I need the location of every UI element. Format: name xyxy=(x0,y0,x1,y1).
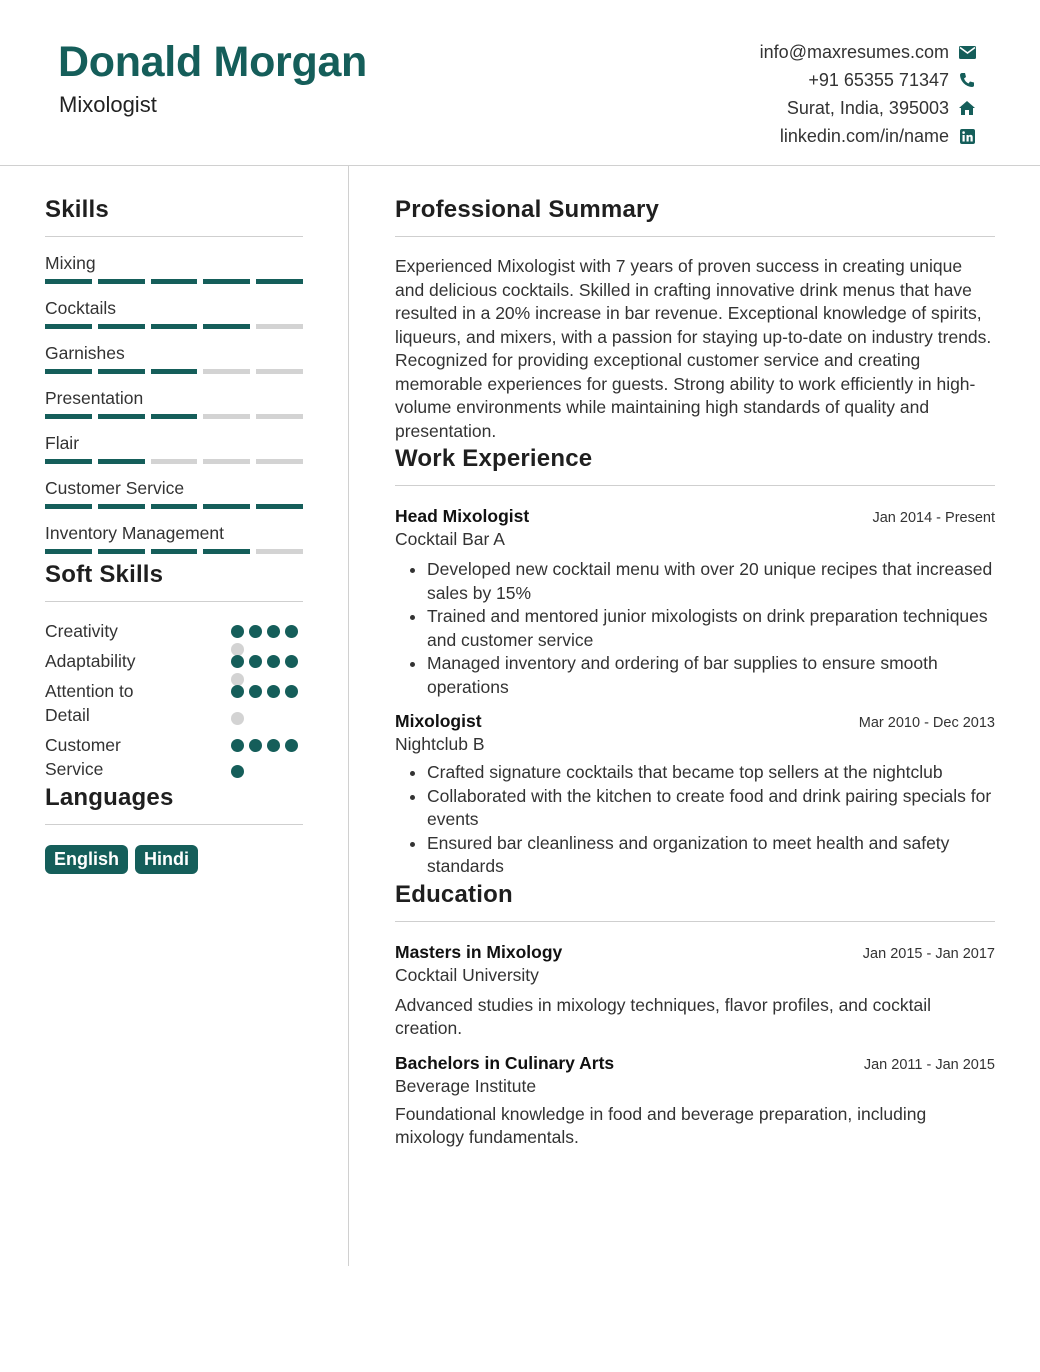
soft-skills-list xyxy=(45,619,303,785)
soft-skill-item xyxy=(45,619,303,649)
skill-bar-segment xyxy=(256,324,303,329)
job-title: Head Mixologist xyxy=(395,506,530,526)
soft-skill-dot xyxy=(267,685,280,698)
contact-email[interactable] xyxy=(760,38,976,66)
soft-skill-dot xyxy=(285,625,298,638)
skill-level-bar xyxy=(45,549,303,555)
skill-bar-segment xyxy=(151,369,198,374)
soft-skill-dot xyxy=(249,739,262,752)
contact-list xyxy=(760,38,976,150)
languages-heading: Languages xyxy=(45,784,174,811)
job-bullets xyxy=(427,558,995,699)
skill-bar-segment xyxy=(256,504,303,509)
skill-bar-segment xyxy=(203,369,250,374)
language-badge: English xyxy=(45,845,128,874)
skills-rule xyxy=(45,236,303,237)
skill-bar-segment xyxy=(151,324,198,329)
skill-bar-segment xyxy=(45,369,92,374)
job-entry xyxy=(395,506,995,699)
skill-bar-segment xyxy=(45,324,92,329)
job-bullet: • Collaborated with the kitchen to create food and drink pairing specials for events xyxy=(427,785,995,832)
skill-bar-segment xyxy=(203,279,250,284)
soft-skill-dots xyxy=(231,649,303,679)
skill-bar-segment xyxy=(98,549,145,554)
candidate-title: Mixologist xyxy=(59,92,157,117)
experience-heading: Work Experience xyxy=(395,445,593,472)
contact-phone-text: +91 65355 71347 xyxy=(808,69,949,90)
skill-name: Presentation xyxy=(45,388,144,408)
language-badge: Hindi xyxy=(135,845,198,874)
job-bullet: • Managed inventory and ordering of bar supplies to ensure smooth operations xyxy=(427,652,995,699)
home-icon xyxy=(958,99,976,117)
skills-heading: Skills xyxy=(45,196,109,223)
skill-bar-segment xyxy=(45,279,92,284)
skill-bar-segment xyxy=(98,369,145,374)
job-bullets xyxy=(427,761,995,879)
soft-skill-dots xyxy=(231,679,303,733)
skill-bar-segment xyxy=(151,459,198,464)
skill-bar-segment xyxy=(256,369,303,374)
school-name: Cocktail University xyxy=(395,964,539,985)
skill-level-bar xyxy=(45,414,303,420)
degree-title: Masters in Mixology xyxy=(395,941,563,962)
education-entry xyxy=(395,1053,995,1150)
language-list xyxy=(45,845,303,874)
skill-bar-segment xyxy=(256,459,303,464)
education-desc: Foundational knowledge in food and beverage preparation, including mixology fundamentals. xyxy=(395,1103,927,1147)
skill-bar-segment xyxy=(98,414,145,419)
skill-bar-segment xyxy=(203,504,250,509)
skill-bar-segment xyxy=(151,414,198,419)
column-divider xyxy=(348,166,349,1266)
soft-skills-rule xyxy=(45,601,303,602)
skill-name: Flair xyxy=(45,433,80,453)
skill-bar-segment xyxy=(151,279,198,284)
contact-linkedin[interactable] xyxy=(760,122,976,150)
left-column xyxy=(45,196,303,874)
education-date: Jan 2011 - Jan 2015 xyxy=(863,1056,995,1073)
soft-skill-dot xyxy=(231,655,244,668)
skill-bar-segment xyxy=(256,279,303,284)
job-bullet: • Trained and mentored junior mixologists on drink preparation techniques and customer service xyxy=(427,605,995,652)
summary-rule xyxy=(395,236,995,237)
envelope-icon xyxy=(958,43,976,61)
skill-bar-segment xyxy=(98,324,145,329)
summary-heading: Professional Summary xyxy=(395,196,660,223)
skill-item xyxy=(45,429,303,465)
soft-skill-dot xyxy=(267,625,280,638)
right-column xyxy=(395,196,995,1150)
skill-bar-segment xyxy=(151,504,198,509)
skill-name: Inventory Management xyxy=(45,523,224,543)
soft-skill-dot xyxy=(267,739,280,752)
skill-bar-segment xyxy=(45,414,92,419)
candidate-name: Donald Morgan xyxy=(58,38,368,86)
phone-icon xyxy=(958,71,976,89)
education-entry xyxy=(395,942,995,1041)
skill-item xyxy=(45,249,303,285)
job-bullet: • Crafted signature cocktails that became top sellers at the nightclub xyxy=(427,761,995,785)
skill-item xyxy=(45,519,303,555)
contact-phone[interactable] xyxy=(760,66,976,94)
soft-skill-dot xyxy=(231,625,244,638)
languages-rule xyxy=(45,824,303,825)
skill-level-bar xyxy=(45,369,303,375)
soft-skill-dots xyxy=(231,619,303,649)
soft-skill-item xyxy=(45,649,303,679)
job-title: Mixologist xyxy=(395,711,482,731)
skill-item xyxy=(45,384,303,420)
contact-email-text: info@maxresumes.com xyxy=(759,41,949,62)
skill-level-bar xyxy=(45,459,303,465)
skill-bar-segment xyxy=(203,459,250,464)
job-bullet: • Ensured bar cleanliness and organization to meet health and safety standards xyxy=(427,832,995,879)
soft-skill-dots xyxy=(231,733,303,785)
degree-title: Bachelors in Culinary Arts xyxy=(395,1052,615,1073)
soft-skill-name: Customer Service xyxy=(45,735,121,779)
experience-rule xyxy=(395,485,995,486)
skill-bar-segment xyxy=(203,549,250,554)
job-date: Mar 2010 - Dec 2013 xyxy=(858,715,995,731)
skill-name: Customer Service xyxy=(45,478,185,498)
school-name: Beverage Institute xyxy=(395,1075,537,1096)
skill-bar-segment xyxy=(45,459,92,464)
job-org: Cocktail Bar A xyxy=(395,529,505,549)
soft-skill-item xyxy=(45,733,303,785)
soft-skill-dot xyxy=(249,685,262,698)
skill-bar-segment xyxy=(45,549,92,554)
soft-skill-name: Attention to Detail xyxy=(45,681,134,725)
skill-bar-segment xyxy=(98,459,145,464)
soft-skill-dot xyxy=(267,655,280,668)
skill-bar-segment xyxy=(151,549,198,554)
soft-skill-dot xyxy=(249,625,262,638)
job-entry xyxy=(395,711,995,879)
linkedin-icon xyxy=(958,127,976,145)
soft-skill-dot xyxy=(231,685,244,698)
soft-skill-dot xyxy=(285,685,298,698)
soft-skill-dot xyxy=(231,739,244,752)
skill-level-bar xyxy=(45,279,303,285)
soft-skill-dot xyxy=(285,739,298,752)
resume-header xyxy=(0,0,1040,166)
skill-bar-segment xyxy=(256,549,303,554)
skills-list xyxy=(45,249,303,555)
soft-skill-dot xyxy=(249,655,262,668)
education-desc: Advanced studies in mixology techniques, flavor profiles, and cocktail creation. xyxy=(395,994,931,1038)
soft-skill-item xyxy=(45,679,303,733)
skill-bar-segment xyxy=(45,504,92,509)
job-date: Jan 2014 - Present xyxy=(872,510,995,526)
soft-skills-heading: Soft Skills xyxy=(45,561,164,588)
job-bullet: • Developed new cocktail menu with over 20 unique recipes that increased sales by 15% xyxy=(427,558,995,605)
job-org: Nightclub B xyxy=(395,734,485,754)
soft-skill-name: Adaptability xyxy=(45,651,136,671)
education-date: Jan 2015 - Jan 2017 xyxy=(862,945,995,962)
skill-level-bar xyxy=(45,324,303,330)
education-heading: Education xyxy=(395,880,513,908)
soft-skill-dot xyxy=(231,765,244,778)
contact-linkedin-text: linkedin.com/in/name xyxy=(779,125,949,146)
soft-skill-dot xyxy=(285,655,298,668)
skill-name: Cocktails xyxy=(45,298,116,318)
summary-text: Experienced Mixologist with 7 years of proven success in creating unique and delicious cocktails. Skilled in crafting innovative drink menus that have resulted in a 20% increase in bar revenue. Exceptional knowledge of spirits, liqueurs, and mixers, with a passion for staying up-to-date on industry trends. Recognized for providing exceptional customer service and creating memorable experiences for guests. Strong ability to work efficiently in high-volume environments while maintaining high standards of quality and presentation. xyxy=(395,256,992,441)
contact-address-text: Surat, India, 395003 xyxy=(786,97,949,118)
skill-bar-segment xyxy=(98,279,145,284)
contact-address xyxy=(760,94,976,122)
skill-name: Mixing xyxy=(45,253,96,273)
skill-item xyxy=(45,474,303,510)
skill-item xyxy=(45,294,303,330)
soft-skill-dot xyxy=(231,712,244,725)
skill-name: Garnishes xyxy=(45,343,125,363)
soft-skill-name: Creativity xyxy=(45,621,118,641)
skill-bar-segment xyxy=(256,414,303,419)
education-rule xyxy=(395,921,995,922)
skill-bar-segment xyxy=(203,414,250,419)
skill-level-bar xyxy=(45,504,303,510)
skill-bar-segment xyxy=(203,324,250,329)
skill-item xyxy=(45,339,303,375)
skill-bar-segment xyxy=(98,504,145,509)
